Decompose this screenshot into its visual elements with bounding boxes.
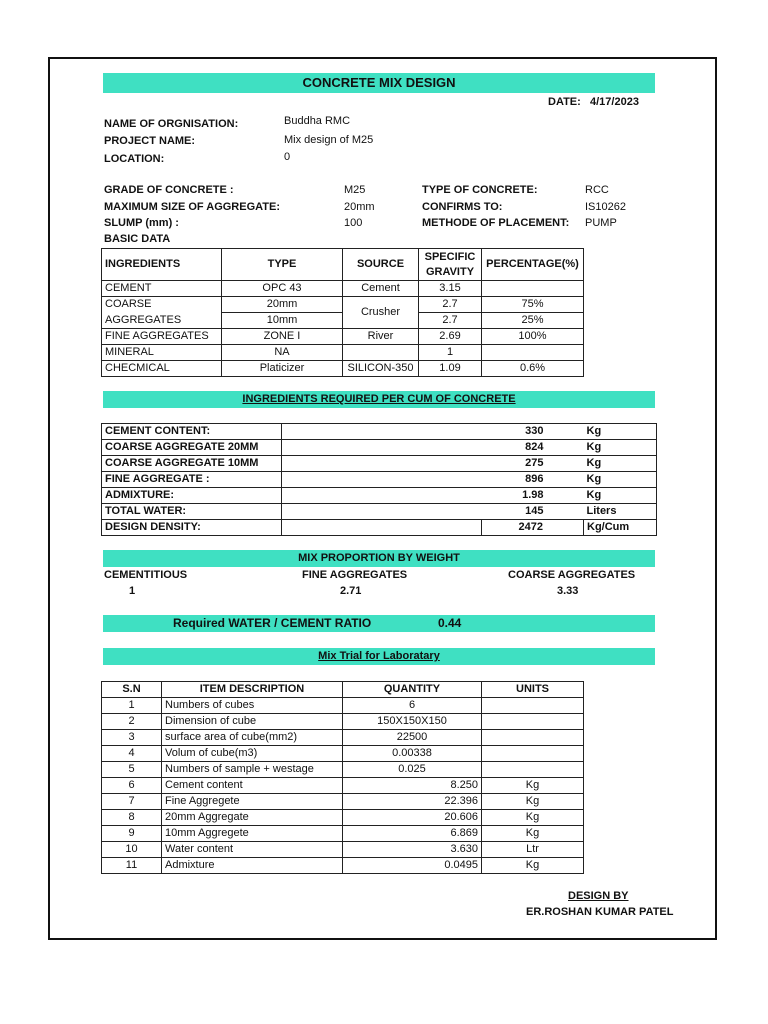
column-header: S.N xyxy=(102,682,162,698)
cell xyxy=(282,488,482,504)
grade-label: TYPE OF CONCRETE: xyxy=(422,184,538,196)
cell-quantity: 3.630 xyxy=(343,842,482,858)
cell-description: Fine Aggregete xyxy=(162,794,343,810)
info-value: 0 xyxy=(284,151,291,163)
cell: Cement xyxy=(343,281,419,297)
title-bar xyxy=(103,73,655,93)
cell: SILICON-350 xyxy=(343,361,419,377)
ingredient-label: COARSE AGGREGATE 10MM xyxy=(102,456,282,472)
table-row xyxy=(102,778,584,794)
grade-value: 20mm xyxy=(344,201,375,213)
trial-bar xyxy=(103,648,655,665)
cell-units: Kg xyxy=(482,794,584,810)
cell-units xyxy=(482,730,584,746)
wc-ratio-bar xyxy=(103,615,655,632)
ingredient-label: FINE AGGREGATE : xyxy=(102,472,282,488)
column-header: TYPE xyxy=(222,249,343,281)
ingredient-value: 275 xyxy=(482,456,584,472)
table-row xyxy=(102,424,657,440)
proportion-value: 1 xyxy=(129,585,136,597)
grade-value: RCC xyxy=(585,184,609,196)
ingredient-label: ADMIXTURE: xyxy=(102,488,282,504)
cell-sn: 2 xyxy=(102,714,162,730)
ingredient-value: 824 xyxy=(482,440,584,456)
table-row xyxy=(102,456,657,472)
cell-sn: 8 xyxy=(102,810,162,826)
grade-value: M25 xyxy=(344,184,366,196)
trial-title: Mix Trial for Laboratary xyxy=(318,650,440,662)
date-value: 4/17/2023 xyxy=(590,96,639,108)
cell-units: Kg xyxy=(482,826,584,842)
table-row xyxy=(102,826,584,842)
ingredient-value: 2472 xyxy=(482,520,584,536)
grade-value: PUMP xyxy=(585,217,617,229)
cell xyxy=(282,520,482,536)
cell: Platicizer xyxy=(222,361,343,377)
cell-sn: 3 xyxy=(102,730,162,746)
table-row xyxy=(102,698,584,714)
column-header: UNITS xyxy=(482,682,584,698)
column-header: ITEM DESCRIPTION xyxy=(162,682,343,698)
cell-units xyxy=(482,714,584,730)
column-header: PERCENTAGE(%) xyxy=(482,249,584,281)
ingredient-unit: Kg xyxy=(584,488,657,504)
date-label: DATE: xyxy=(548,96,581,108)
cell: 2.7 xyxy=(419,313,482,329)
table-row xyxy=(102,520,657,536)
cell-units: Kg xyxy=(482,858,584,874)
table-header-row xyxy=(102,249,584,281)
document-title: CONCRETE MIX DESIGN xyxy=(302,75,456,90)
table-row xyxy=(102,488,657,504)
cell: CEMENT xyxy=(102,281,222,297)
ingredient-value: 145 xyxy=(482,504,584,520)
ingredient-unit: Kg xyxy=(584,472,657,488)
info-label: LOCATION: xyxy=(104,153,165,165)
table-row xyxy=(102,794,584,810)
grade-value: 100 xyxy=(344,217,363,229)
cell: 2.7 xyxy=(419,297,482,313)
ingredient-label: TOTAL WATER: xyxy=(102,504,282,520)
cell-description: 10mm Aggregete xyxy=(162,826,343,842)
table-row xyxy=(102,714,584,730)
cell xyxy=(482,345,584,361)
table-row xyxy=(102,746,584,762)
cell-description: Volum of cube(m3) xyxy=(162,746,343,762)
cell-sn: 4 xyxy=(102,746,162,762)
ingredients-title: INGREDIENTS REQUIRED PER CUM OF CONCRETE xyxy=(242,393,516,405)
cell: AGGREGATES xyxy=(102,313,222,329)
info-value: Buddha RMC xyxy=(284,115,351,127)
cell xyxy=(282,456,482,472)
ingredient-unit: Kg xyxy=(584,424,657,440)
table-row xyxy=(102,762,584,778)
grade-label: GRADE OF CONCRETE : xyxy=(104,184,234,196)
cell-units xyxy=(482,698,584,714)
cell: 0.6% xyxy=(482,361,584,377)
table-row xyxy=(102,858,584,874)
table-row xyxy=(102,504,657,520)
cell-quantity: 22.396 xyxy=(343,794,482,810)
table-row xyxy=(102,361,584,377)
cell-description: Numbers of cubes xyxy=(162,698,343,714)
cell-sn: 6 xyxy=(102,778,162,794)
cell-quantity: 6.869 xyxy=(343,826,482,842)
cell: River xyxy=(343,329,419,345)
info-value: Mix design of M25 xyxy=(284,134,374,146)
cell: 2.69 xyxy=(419,329,482,345)
cell: 1 xyxy=(419,345,482,361)
table-row xyxy=(102,440,657,456)
grade-label: CONFIRMS TO: xyxy=(422,201,503,213)
ingredient-unit: Kg xyxy=(584,456,657,472)
cell: MINERAL xyxy=(102,345,222,361)
table-row xyxy=(102,281,584,297)
cell-quantity: 150X150X150 xyxy=(343,714,482,730)
grade-label: MAXIMUM SIZE OF AGGREGATE: xyxy=(104,201,280,213)
cell-quantity: 0.0495 xyxy=(343,858,482,874)
ingredient-value: 896 xyxy=(482,472,584,488)
designer-name: ER.ROSHAN KUMAR PATEL xyxy=(526,906,674,918)
cell-description: Dimension of cube xyxy=(162,714,343,730)
cell-description: 20mm Aggregate xyxy=(162,810,343,826)
proportion-value: 2.71 xyxy=(340,585,362,597)
cell xyxy=(282,472,482,488)
proportion-bar xyxy=(103,550,655,567)
cell: NA xyxy=(222,345,343,361)
proportion-heading: CEMENTITIOUS xyxy=(104,569,188,581)
cell: 25% xyxy=(482,313,584,329)
proportion-heading: FINE AGGREGATES xyxy=(302,569,408,581)
cell-sn: 7 xyxy=(102,794,162,810)
cell-units: Kg xyxy=(482,810,584,826)
cell-units: Ltr xyxy=(482,842,584,858)
table-row xyxy=(102,329,584,345)
cell-sn: 10 xyxy=(102,842,162,858)
ingredients-table xyxy=(101,423,657,536)
cell-sn: 1 xyxy=(102,698,162,714)
design-by-label: DESIGN BY xyxy=(568,890,629,902)
cell xyxy=(282,424,482,440)
cell: 20mm xyxy=(222,297,343,313)
cell: 10mm xyxy=(222,313,343,329)
cell-description: Water content xyxy=(162,842,343,858)
cell-units xyxy=(482,746,584,762)
cell: 100% xyxy=(482,329,584,345)
cell-sn: 11 xyxy=(102,858,162,874)
cell-quantity: 0.025 xyxy=(343,762,482,778)
cell: Crusher xyxy=(343,297,419,329)
info-label: PROJECT NAME: xyxy=(104,135,196,147)
cell-units xyxy=(482,762,584,778)
cell-sn: 9 xyxy=(102,826,162,842)
basic-data-label: BASIC DATA xyxy=(104,233,171,245)
cell: 1.09 xyxy=(419,361,482,377)
column-header: QUANTITY xyxy=(343,682,482,698)
cell: FINE AGGREGATES xyxy=(102,329,222,345)
cell-quantity: 6 xyxy=(343,698,482,714)
column-header: SOURCE xyxy=(343,249,419,281)
cell-description: Cement content xyxy=(162,778,343,794)
cell: ZONE I xyxy=(222,329,343,345)
table-row xyxy=(102,730,584,746)
ingredient-label: DESIGN DENSITY: xyxy=(102,520,282,536)
trial-table xyxy=(101,681,584,874)
cell-description: Numbers of sample + westage xyxy=(162,762,343,778)
cell xyxy=(282,504,482,520)
cell: 3.15 xyxy=(419,281,482,297)
column-header: SPECIFIC GRAVITY xyxy=(419,249,482,281)
table-row xyxy=(102,842,584,858)
cell xyxy=(482,281,584,297)
cell-description: Admixture xyxy=(162,858,343,874)
table-row xyxy=(102,297,584,313)
cell-description: surface area of cube(mm2) xyxy=(162,730,343,746)
table-row xyxy=(102,810,584,826)
table-header-row xyxy=(102,682,584,698)
ingredient-value: 1.98 xyxy=(482,488,584,504)
grade-label: SLUMP (mm) : xyxy=(104,217,179,229)
ingredient-unit: Kg/Cum xyxy=(584,520,657,536)
cell: 75% xyxy=(482,297,584,313)
cell: OPC 43 xyxy=(222,281,343,297)
proportion-value: 3.33 xyxy=(557,585,579,597)
ingredient-label: CEMENT CONTENT: xyxy=(102,424,282,440)
wc-ratio-value: 0.44 xyxy=(438,616,462,630)
column-header: INGREDIENTS xyxy=(102,249,222,281)
ingredient-value: 330 xyxy=(482,424,584,440)
cell: COARSE xyxy=(102,297,222,313)
grade-value: IS10262 xyxy=(585,201,626,213)
cell-quantity: 22500 xyxy=(343,730,482,746)
cell-sn: 5 xyxy=(102,762,162,778)
table-row xyxy=(102,345,584,361)
basic-data-table xyxy=(101,248,584,377)
info-label: NAME OF ORGNISATION: xyxy=(104,118,239,130)
cell xyxy=(343,345,419,361)
cell-quantity: 8.250 xyxy=(343,778,482,794)
proportion-heading: COARSE AGGREGATES xyxy=(508,569,636,581)
ingredient-unit: Liters xyxy=(584,504,657,520)
cell: CHECMICAL xyxy=(102,361,222,377)
cell-quantity: 0.00338 xyxy=(343,746,482,762)
wc-ratio-label: Required WATER / CEMENT RATIO xyxy=(173,616,372,630)
grade-label: METHODE OF PLACEMENT: xyxy=(422,217,570,229)
table-row xyxy=(102,472,657,488)
ingredient-label: COARSE AGGREGATE 20MM xyxy=(102,440,282,456)
ingredient-unit: Kg xyxy=(584,440,657,456)
cell-quantity: 20.606 xyxy=(343,810,482,826)
cell-units: Kg xyxy=(482,778,584,794)
ingredients-bar xyxy=(103,391,655,408)
cell xyxy=(282,440,482,456)
proportion-title: MIX PROPORTION BY WEIGHT xyxy=(298,552,460,564)
